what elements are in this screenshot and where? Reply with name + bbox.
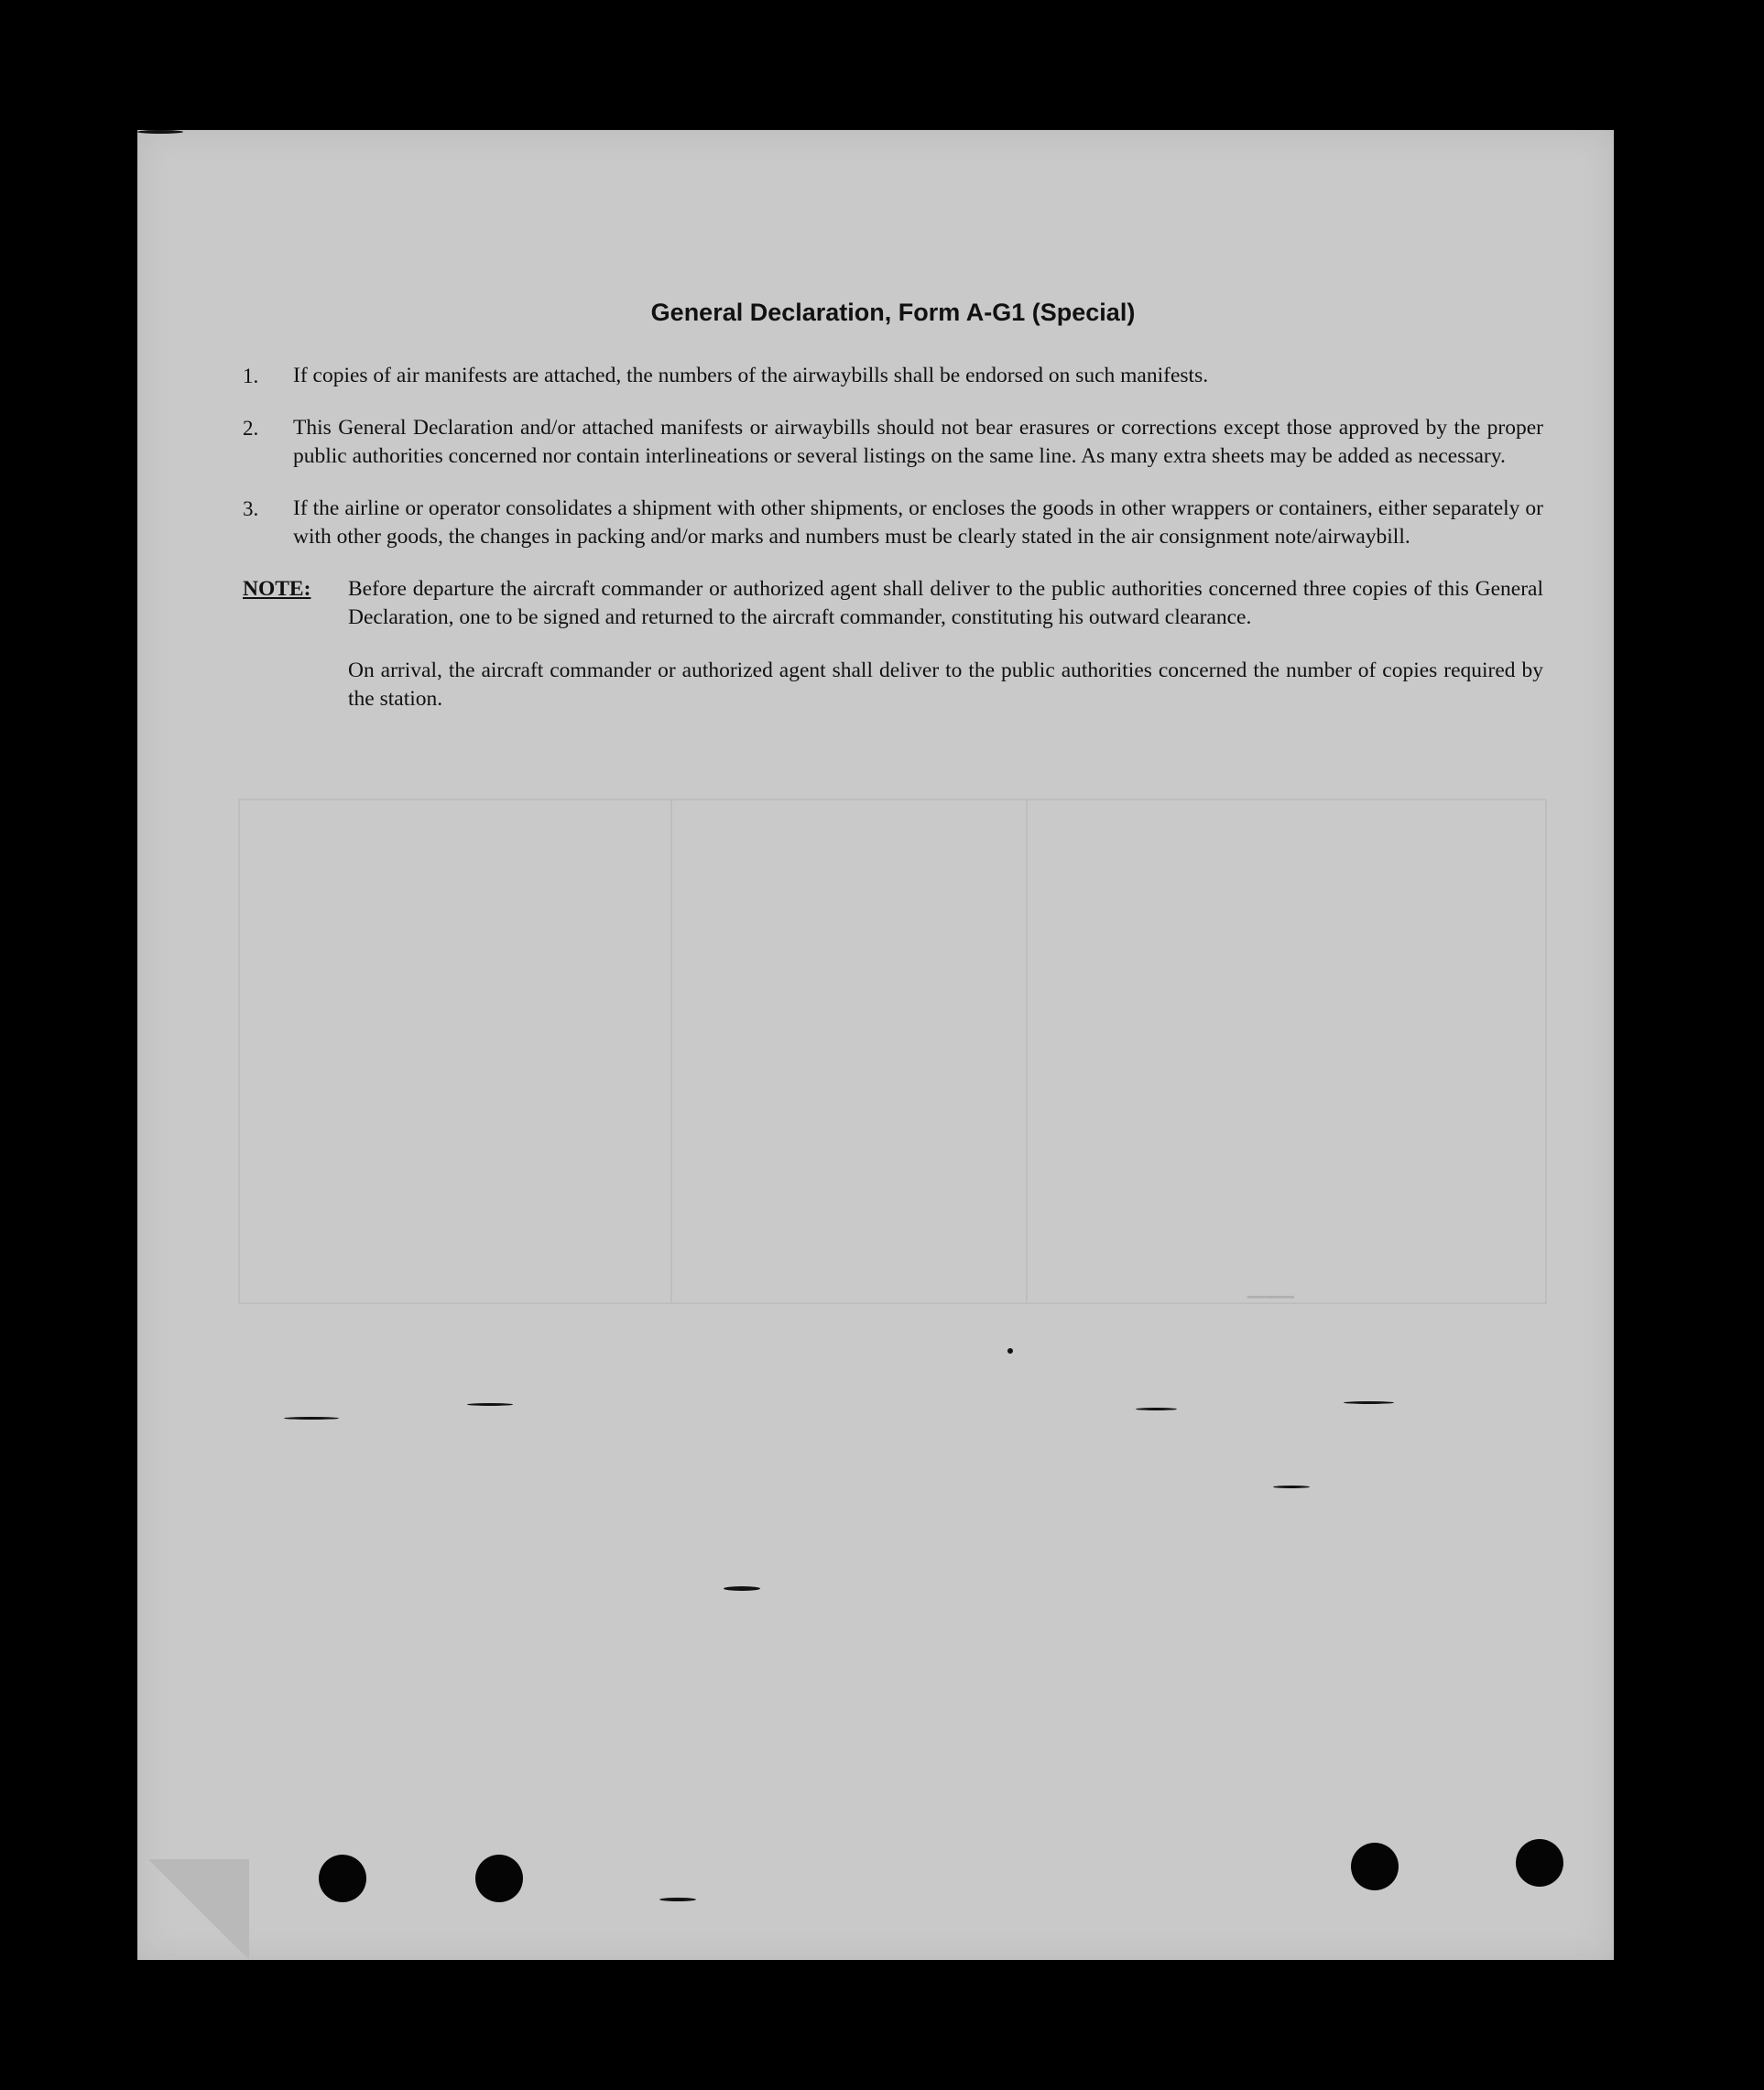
bleed-through-table [238,799,1547,1314]
instruction-item [243,495,1543,551]
instruction-item [243,414,1543,471]
punch-hole [1516,1839,1563,1887]
note-section [243,575,1543,738]
speck [1136,1408,1177,1410]
speck [659,1898,696,1901]
form-title: General Declaration, Form A-G1 (Special) [650,299,1136,326]
folded-corner [148,1859,249,1960]
declaration-content [243,299,1543,738]
item-number: 3. [243,497,259,520]
note-label: NOTE: [243,577,311,601]
instruction-item [243,362,1543,390]
ghost-column-line [670,800,672,1302]
item-number: 2. [243,417,259,440]
document-page [137,130,1614,1960]
punch-hole [1351,1843,1399,1890]
speck [137,130,183,134]
speck [1344,1401,1394,1404]
speck [724,1586,760,1591]
punch-hole [475,1855,523,1902]
speck [1007,1348,1013,1354]
note-paragraph: Before departure the aircraft commander or authorized agent shall deliver to the public authorities concerned three copies of this General Declaration, one to be signed and returned to the aircraft commander, constituting his outward clearance. [348,577,1543,629]
note-body [348,575,1543,738]
ghost-column-line [1026,800,1028,1302]
note-paragraph: On arrival, the aircraft commander or authorized agent shall deliver to the public authorities concerned the number of copies required by the station. [348,659,1543,711]
bleed-through-mark: ── [1247,1277,1295,1314]
speck [284,1417,339,1420]
item-text: This General Declaration and/or attached manifests or airwaybills should not bear erasures or corrections except those approved by the proper public authorities concerned nor contain interlineations or several listings on the same line. As many extra sheets may be added as necessary. [293,416,1543,468]
item-text: If copies of air manifests are attached, the numbers of the airwaybills shall be endorsed on such manifests. [293,364,1209,387]
item-text: If the airline or operator consolidates a shipment with other shipments, or encloses the goods in other wrappers or containers, either separately or with other goods, the changes in packing and/or marks and numbers must be clearly stated in the air consignment note/airwaybill. [293,496,1543,549]
item-number: 1. [243,365,259,387]
speck [1273,1486,1310,1488]
punch-hole [319,1855,366,1902]
speck [467,1403,513,1406]
